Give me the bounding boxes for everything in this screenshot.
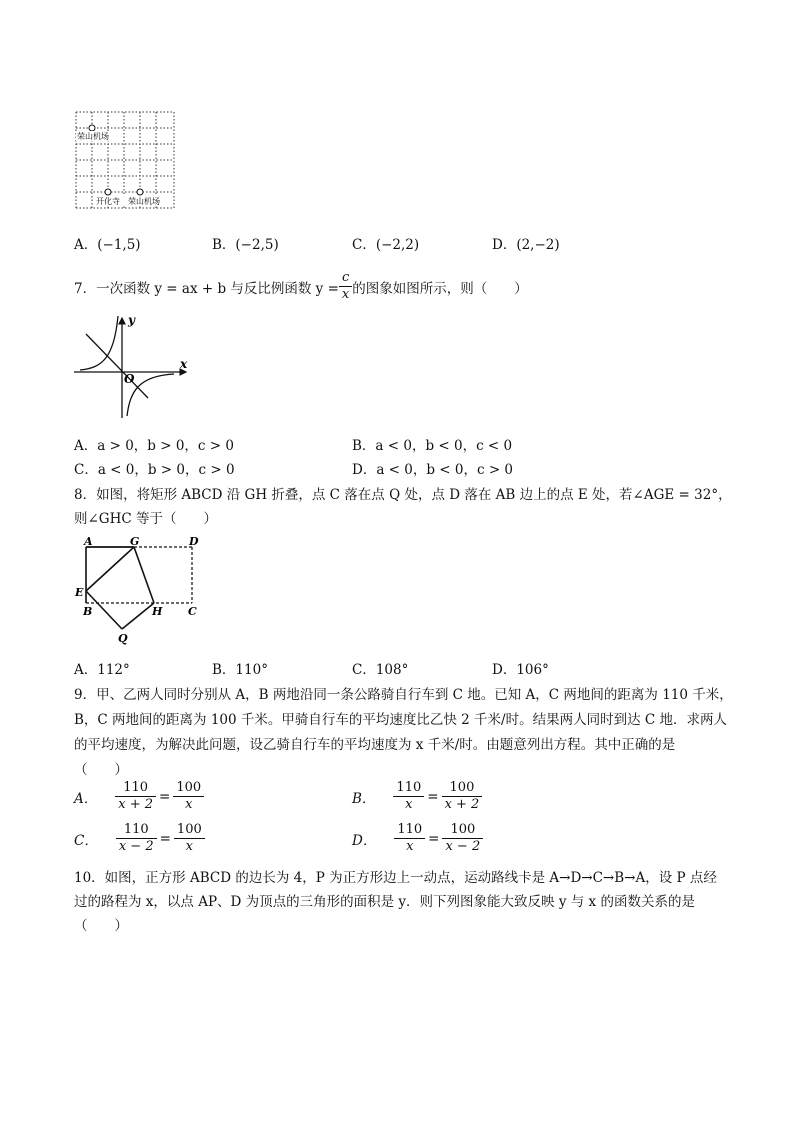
q8-option-b: B．110° <box>212 662 268 678</box>
q9-option-d-label: D． <box>352 832 377 849</box>
q8-label-h: H <box>152 605 163 618</box>
q9-stem-line2: B，C 两地间的距离为 100 千米。甲骑自行车的平均速度比乙快 2 千米/时。结果两人同时到达 C 地．求两人 <box>74 712 728 728</box>
q9-b-left-den: x <box>405 797 413 812</box>
q6-option-b: B．(−2,5) <box>212 237 279 253</box>
q7-option-c: C．a < 0，b > 0，c > 0 <box>74 462 235 478</box>
q7-stem-prefix: 7．一次函数 y = ax + b 与反比例函数 y = <box>74 280 339 297</box>
q9-c-right-den: x <box>185 839 193 854</box>
q8-label-e: E <box>75 586 84 599</box>
q7-label-origin: O <box>124 372 135 386</box>
q9-a-left-num: 110 <box>115 780 156 797</box>
q6-label-top: 荣山机场 <box>77 132 109 141</box>
q8-option-c: C．108° <box>352 662 409 678</box>
q9-b-left-num: 110 <box>393 780 424 797</box>
q6-grid-figure <box>74 110 176 212</box>
q6-point-bottom-right <box>137 189 143 195</box>
q10-stem-line2: 过的路程为 x，以点 AP、D 为顶点的三角形的面积是 y．则下列图象能大致反映 y 与 x 的函数关系的是 <box>74 894 695 910</box>
q7-frac-num: c <box>339 270 352 287</box>
q9-a-left-den: x + 2 <box>118 797 154 812</box>
q9-option-d: D． $\frac{110}{x}$ = $\frac{100}{x - 2}$ <box>352 822 483 855</box>
q9-stem-line4: （ ） <box>74 762 128 778</box>
q8-label-c: C <box>188 605 197 618</box>
q9-c-left-den: x − 2 <box>118 839 154 854</box>
q7-frac-den: x <box>341 287 350 302</box>
q9-stem-line3: 的平均速度，为解决此问题，设乙骑自行车的平均速度为 x 千米/时。由题意列出方程。其中正确的是 <box>74 737 676 753</box>
q10-stem-line1: 10．如图，正方形 ABCD 的边长为 4，P 为正方形边上一动点，运动路线卡是 A→D→C→B→A，设 P 点经 <box>74 870 717 886</box>
q8-label-d: D <box>189 535 199 548</box>
q9-option-a: A． $\frac{110}{x + 2}$ = $\frac{100}{x}$ <box>74 780 204 813</box>
q9-d-right-num: 100 <box>442 822 483 839</box>
q6-label-bottom-right: 荣山机场 <box>128 197 160 206</box>
q7-stem <box>74 270 528 303</box>
q9-option-b: B． $\frac{110}{x}$ = $\frac{100}{x + 2}$ <box>352 780 482 813</box>
q9-c-right-num: 100 <box>174 822 205 839</box>
q7-stem-suffix: 的图象如图所示，则（ ） <box>352 280 528 297</box>
q8-option-d: D．106° <box>492 662 549 678</box>
q9-option-b-label: B． <box>352 790 376 807</box>
q7-label-y: y <box>128 313 135 327</box>
q7-option-d: D．a < 0，b < 0，c > 0 <box>352 462 514 478</box>
q8-label-q: Q <box>118 632 128 645</box>
q9-b-right-den: x + 2 <box>444 797 480 812</box>
q10-stem-line3: （ ） <box>74 918 128 934</box>
q6-option-d: D．(2,−2) <box>492 237 560 253</box>
q9-option-c-label: C． <box>74 832 98 849</box>
q9-c-left-num: 110 <box>116 822 157 839</box>
q9-option-a-label: A． <box>74 790 98 807</box>
q8-rectangle-figure <box>72 535 208 647</box>
q8-option-a: A．112° <box>74 662 130 678</box>
q7-graph-figure <box>72 312 192 420</box>
q6-point-top <box>89 125 95 131</box>
q9-b-right-num: 100 <box>442 780 483 797</box>
q9-d-right-den: x − 2 <box>445 839 481 854</box>
q8-fold-line-gh <box>134 547 154 603</box>
q6-point-bottom-left <box>105 189 111 195</box>
q7-option-b: B．a < 0，b < 0，c < 0 <box>352 438 513 454</box>
q7-option-a: A．a > 0，b > 0，c > 0 <box>74 438 234 454</box>
q6-label-bottom-left: 开化寺 <box>96 197 120 206</box>
q8-label-b: B <box>83 605 93 618</box>
q9-d-left-den: x <box>406 839 414 854</box>
q7-fraction <box>339 270 352 303</box>
q9-stem-line1: 9．甲、乙两人同时分别从 A，B 两地沿同一条公路骑自行车到 C 地。已知 A，C 两地间的距离为 110 千米， <box>74 687 733 703</box>
q9-option-c: C． $\frac{110}{x - 2}$ = $\frac{100}{x}$ <box>74 822 205 855</box>
q9-a-right-den: x <box>185 797 193 812</box>
q9-d-left-num: 110 <box>394 822 425 839</box>
q7-label-x: x <box>180 357 188 371</box>
q9-a-right-num: 100 <box>173 780 204 797</box>
q8-stem-line1: 8．如图，将矩形 ABCD 沿 GH 折叠，点 C 落在点 Q 处，点 D 落在 AB 边上的点 E 处，若∠AGE = 32°， <box>74 487 732 503</box>
q8-stem-line2: 则∠GHC 等于（ ） <box>74 511 217 527</box>
q6-option-a: A．(−1,5) <box>74 237 141 253</box>
q6-option-c: C．(−2,2) <box>352 237 420 253</box>
q8-label-g: G <box>130 535 140 548</box>
q8-label-a: A <box>84 535 93 548</box>
